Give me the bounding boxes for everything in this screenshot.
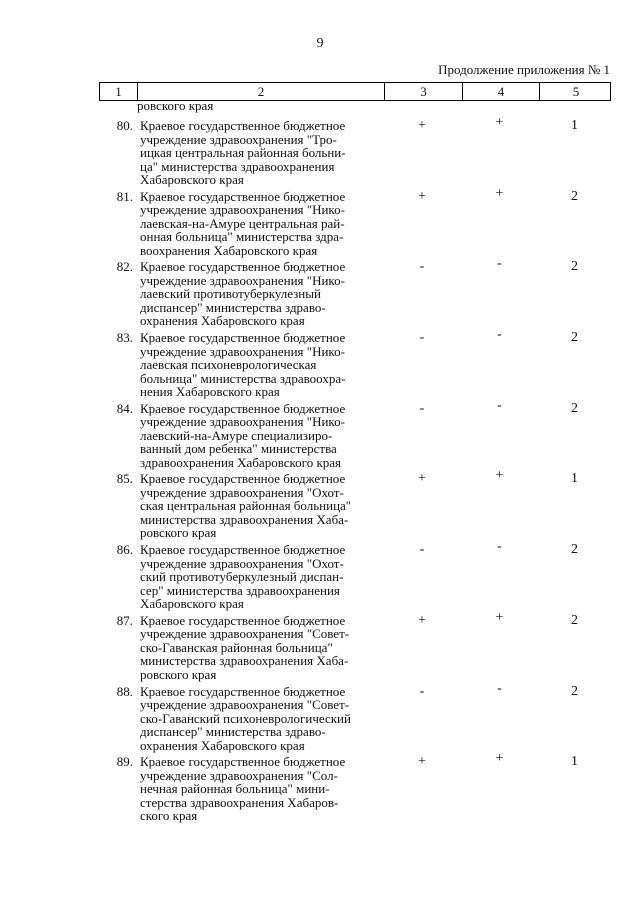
column-header-1: 1 xyxy=(115,84,122,99)
column-5-value: 1 xyxy=(571,471,578,487)
row-number: 86. xyxy=(116,542,133,558)
column-header-4: 4 xyxy=(462,83,539,100)
row-number: 81. xyxy=(116,188,133,204)
table-row xyxy=(99,539,611,614)
institutions-table xyxy=(99,82,611,824)
table-row xyxy=(99,468,611,543)
institution-name: Краевое государственное бюджетное учреждение здравоохранения "Охот- ский противотуберкулезный диспан- сер" министерства здравоохранения Хабаровского края xyxy=(140,542,346,612)
column-header-5: 5 xyxy=(539,83,612,100)
institution-name: Краевое государственное бюджетное учреждение здравоохранения "Совет- ско-Гаванский психоневрологический диспансер" министерства здраво- охранения Хабаровского края xyxy=(140,683,351,753)
row-number: 85. xyxy=(116,471,133,487)
column-3-mark: - xyxy=(419,330,425,346)
table-row xyxy=(99,751,611,826)
table-row xyxy=(99,680,611,756)
column-4-mark: - xyxy=(497,397,502,413)
column-4-mark: + xyxy=(495,115,504,130)
row-number: 87. xyxy=(116,612,133,628)
continuation-label: Продолжение приложения № 1 xyxy=(438,62,610,77)
column-3-mark: + xyxy=(418,754,426,770)
institution-name: Краевое государственное бюджетное учреждение здравоохранения "Сол- нечная районная больница" мини- стерства здравоохранения Хабаров- ского края xyxy=(140,754,346,824)
institution-name: Краевое государственное бюджетное учреждение здравоохранения "Совет- ско-Гаванская районная больница" министерства здравоохранения Хаба- ровского края xyxy=(140,612,350,682)
column-header-2: 2 xyxy=(137,83,384,100)
column-3-mark: + xyxy=(418,612,426,628)
column-header-3: 3 xyxy=(384,83,462,100)
column-4-mark: - xyxy=(497,327,502,343)
table-row xyxy=(99,397,611,473)
column-5-value: 2 xyxy=(571,612,578,628)
institution-name: Краевое государственное бюджетное учреждение здравоохранения "Тро- ицкая центральная районная больни- ца" министерства здравоохранения Хабаровского края xyxy=(140,118,346,187)
column-3-mark: - xyxy=(419,683,425,699)
institution-name: Краевое государственное бюджетное учреждение здравоохранения "Нико- лаевский-на-Амуре специализиро- ванный дом ребенка" министерства здравоохранения Хабаровского края xyxy=(140,400,346,470)
institution-name: Краевое государственное бюджетное учреждение здравоохранения "Охот- ская центральная районная больница" министерства здравоохранения Хаба- ровского края xyxy=(140,471,352,541)
table-row xyxy=(99,327,611,402)
column-4-mark: + xyxy=(495,185,504,201)
row-number: 82. xyxy=(116,259,133,275)
row-number: 88. xyxy=(116,683,133,699)
page-number: 9 xyxy=(316,36,324,51)
column-5-value: 2 xyxy=(571,330,578,346)
column-5-value: 2 xyxy=(571,259,578,275)
column-3-mark: + xyxy=(418,188,426,204)
institution-name: Краевое государственное бюджетное учреждение здравоохранения "Нико- лаевская-на-Амуре центральная рай- онная больница" министерства здра- воохранения Хабаровского края xyxy=(140,188,346,258)
column-4-mark: - xyxy=(497,539,502,555)
institution-name: Краевое государственное бюджетное учреждение здравоохранения "Нико- лаевская психоневрологическая больница" министерства здравоохра- нения Хабаровского края xyxy=(140,330,346,400)
table-row xyxy=(99,609,611,685)
row-number: 84. xyxy=(116,400,133,416)
column-5-value: 2 xyxy=(571,542,578,558)
column-3-mark: + xyxy=(418,118,426,133)
column-4-mark: + xyxy=(495,468,504,484)
column-4-mark: + xyxy=(495,751,504,767)
column-5-value: 1 xyxy=(571,118,578,133)
carryover-text: ровского края xyxy=(137,98,214,113)
column-5-value: 2 xyxy=(571,188,578,204)
column-4-mark: - xyxy=(497,680,502,696)
column-3-mark: - xyxy=(419,400,425,416)
row-number: 80. xyxy=(116,118,133,133)
row-number: 83. xyxy=(116,330,133,346)
institution-name: Краевое государственное бюджетное учреждение здравоохранения "Нико- лаевский противотуберкулезный диспансер" министерства здраво- охранения Хабаровского края xyxy=(140,259,346,329)
column-4-mark: - xyxy=(497,256,502,272)
column-5-value: 1 xyxy=(571,754,578,770)
column-4-mark: + xyxy=(495,609,504,625)
column-5-value: 2 xyxy=(571,683,578,699)
row-number: 89. xyxy=(116,754,133,770)
column-3-mark: - xyxy=(419,542,425,558)
table-row xyxy=(99,256,611,331)
column-3-mark: + xyxy=(418,471,426,487)
table-row xyxy=(99,185,611,261)
table-body xyxy=(99,115,611,826)
column-5-value: 2 xyxy=(571,400,578,416)
table-row xyxy=(99,115,611,190)
column-3-mark: - xyxy=(419,259,425,275)
